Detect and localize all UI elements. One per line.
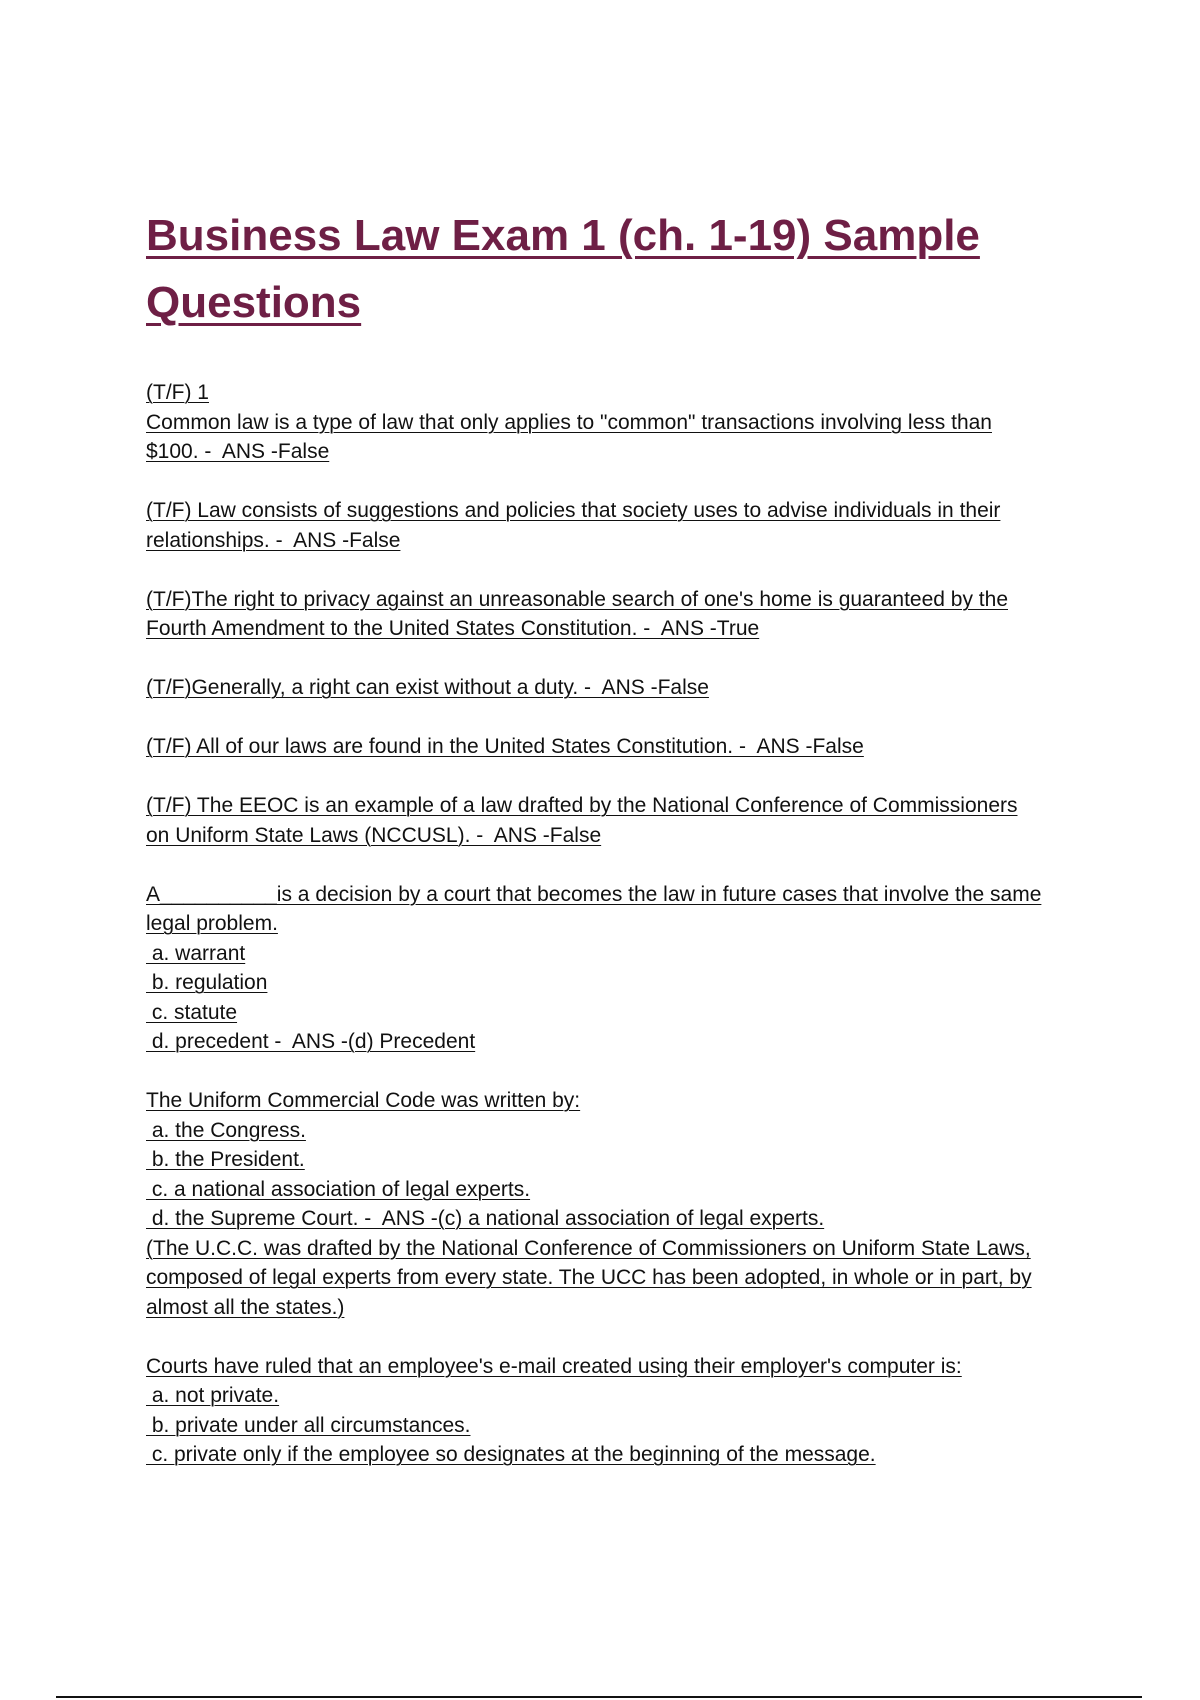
question-line xyxy=(146,1027,1086,1057)
document-page xyxy=(146,202,1086,1470)
question-line xyxy=(146,1175,1086,1205)
question-block xyxy=(146,880,1086,1057)
question-text: Fourth Amendment to the United States Constitution. - ANS -True xyxy=(146,617,760,640)
question-text: a. warrant xyxy=(146,941,246,965)
question-text: Common law is a type of law that only applies to "common" transactions involving less than xyxy=(146,410,992,434)
question-line xyxy=(146,378,1086,408)
question-text: relationships. - ANS -False xyxy=(146,528,401,552)
question-line xyxy=(146,1440,1086,1470)
question-spacer xyxy=(146,1057,1086,1087)
question-text: b. the President. xyxy=(146,1148,305,1171)
question-block xyxy=(146,1086,1086,1322)
question-line xyxy=(146,821,1086,851)
question-text: A__________is a decision by a court that becomes the law in future cases that involve the same xyxy=(146,882,1042,906)
question-line xyxy=(146,1411,1086,1441)
question-line xyxy=(146,1352,1086,1382)
question-text: composed of legal experts from every state. The UCC has been adopted, in whole or in part, by xyxy=(146,1266,1032,1289)
question-line xyxy=(146,1293,1086,1323)
question-line xyxy=(146,968,1086,998)
question-line xyxy=(146,585,1086,615)
question-block xyxy=(146,585,1086,644)
question-spacer xyxy=(146,555,1086,585)
question-block xyxy=(146,791,1086,850)
question-text: c. a national association of legal experts. xyxy=(146,1177,531,1201)
question-text: (T/F) 1 xyxy=(146,381,209,404)
question-line xyxy=(146,1381,1086,1411)
question-text: on Uniform State Laws (NCCUSL). - ANS -False xyxy=(146,823,602,847)
document-title: Business Law Exam 1 (ch. 1-19) Sample Questions xyxy=(146,211,980,327)
question-block xyxy=(146,1352,1086,1470)
question-block xyxy=(146,673,1086,703)
question-text: c. private only if the employee so designates at the beginning of the message. xyxy=(146,1443,876,1466)
question-text: (T/F) All of our laws are found in the United States Constitution. - ANS -False xyxy=(146,735,864,758)
question-text: almost all the states.) xyxy=(146,1295,345,1319)
question-spacer xyxy=(146,850,1086,880)
question-line xyxy=(146,1234,1086,1264)
question-line xyxy=(146,732,1086,762)
question-spacer xyxy=(146,644,1086,674)
question-line xyxy=(146,998,1086,1028)
question-spacer xyxy=(146,703,1086,733)
question-spacer xyxy=(146,1322,1086,1352)
question-block xyxy=(146,732,1086,762)
question-text: b. private under all circumstances. xyxy=(146,1413,471,1437)
question-list xyxy=(146,378,1086,1470)
question-text: The Uniform Commercial Code was written by: xyxy=(146,1089,581,1112)
footer-rule xyxy=(56,1696,1142,1698)
question-text: d. precedent - ANS -(d) Precedent xyxy=(146,1030,476,1053)
question-text: d. the Supreme Court. - ANS -(c) a national association of legal experts. xyxy=(146,1207,825,1230)
question-text: legal problem. xyxy=(146,912,278,935)
question-block xyxy=(146,496,1086,555)
question-line xyxy=(146,1145,1086,1175)
question-line xyxy=(146,791,1086,821)
question-text: $100. - ANS -False xyxy=(146,440,330,463)
question-line xyxy=(146,1204,1086,1234)
question-text: a. the Congress. xyxy=(146,1118,306,1142)
question-line xyxy=(146,939,1086,969)
question-text: (T/F)The right to privacy against an unreasonable search of one's home is guaranteed by the xyxy=(146,587,1008,611)
question-text: (The U.C.C. was drafted by the National Conference of Commissioners on Uniform State Laws, xyxy=(146,1236,1031,1260)
question-line xyxy=(146,880,1086,910)
question-spacer xyxy=(146,467,1086,497)
question-line xyxy=(146,909,1086,939)
question-text: (T/F)Generally, a right can exist without a duty. - ANS -False xyxy=(146,676,709,699)
question-line xyxy=(146,673,1086,703)
question-spacer xyxy=(146,762,1086,792)
question-block xyxy=(146,378,1086,467)
question-line xyxy=(146,408,1086,438)
question-text: Courts have ruled that an employee's e-mail created using their employer's computer is: xyxy=(146,1354,962,1378)
question-text: b. regulation xyxy=(146,971,268,994)
question-text: c. statute xyxy=(146,1000,238,1024)
question-line xyxy=(146,1116,1086,1146)
question-line xyxy=(146,496,1086,526)
question-line xyxy=(146,437,1086,467)
question-line xyxy=(146,1086,1086,1116)
question-line xyxy=(146,614,1086,644)
question-text: a. not private. xyxy=(146,1384,280,1407)
question-text: (T/F) Law consists of suggestions and policies that society uses to advise individuals in their xyxy=(146,499,1001,522)
question-line xyxy=(146,1263,1086,1293)
question-line xyxy=(146,526,1086,556)
question-text: (T/F) The EEOC is an example of a law drafted by the National Conference of Commissioners xyxy=(146,794,1018,817)
